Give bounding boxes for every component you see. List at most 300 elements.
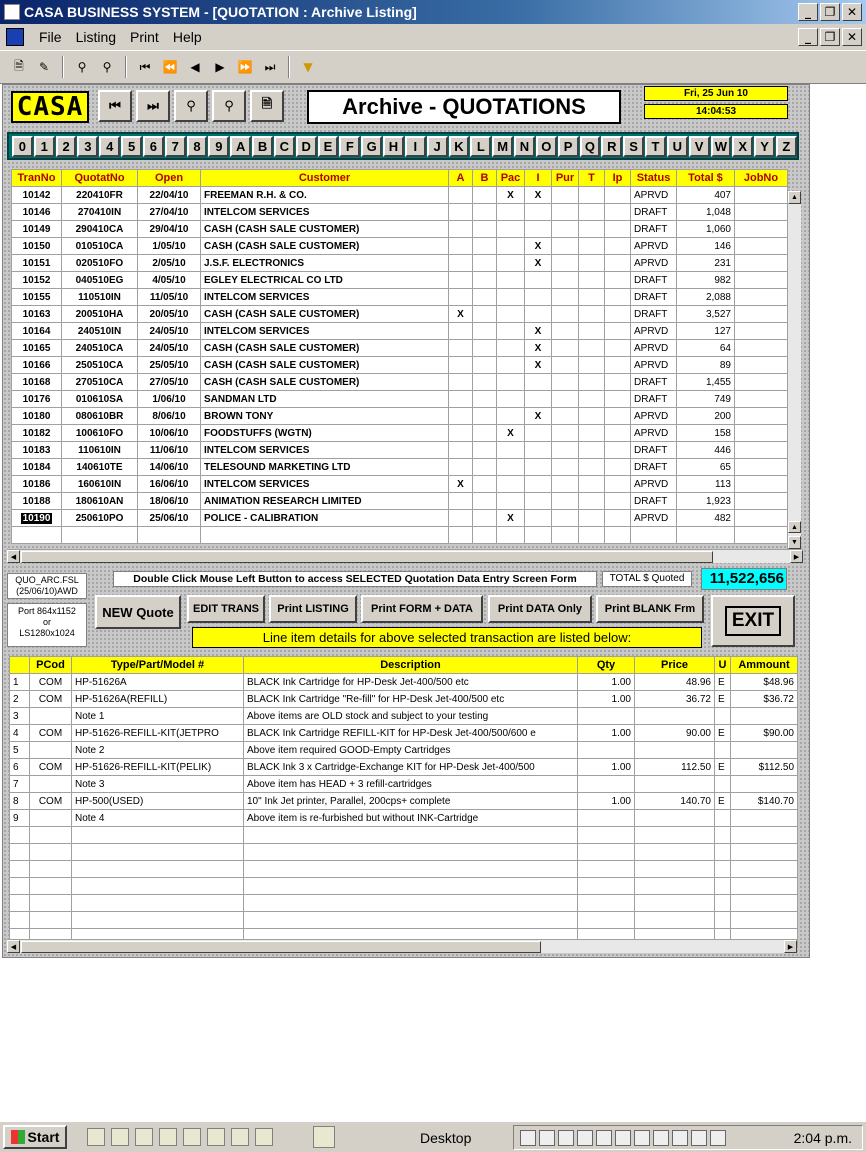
column-header[interactable]: Ammount bbox=[731, 657, 798, 674]
table-row[interactable] bbox=[12, 272, 788, 289]
first-record-button[interactable]: ⏮ bbox=[98, 90, 132, 122]
volume-icon[interactable] bbox=[520, 1130, 536, 1146]
table-cell: 10182 bbox=[12, 425, 62, 442]
table-row[interactable] bbox=[12, 476, 788, 493]
new-quote-button[interactable]: NEW Quote bbox=[95, 595, 181, 629]
printer-icon[interactable] bbox=[577, 1130, 593, 1146]
alpha-button[interactable]: V bbox=[689, 136, 710, 157]
alpha-button[interactable]: E bbox=[318, 136, 339, 157]
edit-form-icon[interactable]: ✎ bbox=[38, 60, 50, 74]
line-item-cell: BLACK Ink Cartridge REFILL-KIT for HP-Desk Jet-400/500/600 e bbox=[244, 725, 578, 742]
date-display: Fri, 25 Jun 10 bbox=[644, 86, 788, 101]
alpha-button[interactable]: 9 bbox=[208, 136, 229, 157]
column-header[interactable]: Pur bbox=[552, 170, 579, 187]
prev-page-icon[interactable]: ⏪ bbox=[162, 60, 178, 74]
total-label: TOTAL $ Quoted bbox=[602, 571, 692, 587]
table-cell: 240510IN bbox=[62, 323, 138, 340]
line-item-row[interactable] bbox=[10, 861, 798, 878]
restore-button[interactable]: ❐ bbox=[820, 3, 840, 21]
desktop-toolbar-label[interactable]: Desktop bbox=[420, 1130, 472, 1146]
quicklaunch-outlook-icon[interactable] bbox=[135, 1128, 153, 1146]
table-cell bbox=[473, 255, 497, 272]
line-item-cell: E bbox=[715, 759, 731, 776]
table-cell: 110510IN bbox=[62, 289, 138, 306]
table-cell bbox=[497, 357, 525, 374]
column-header[interactable]: Open bbox=[138, 170, 201, 187]
table-cell: 250610PO bbox=[62, 510, 138, 527]
table-cell bbox=[605, 493, 631, 510]
table-cell: 446 bbox=[677, 442, 735, 459]
next-page-icon[interactable]: ⏩ bbox=[237, 60, 253, 74]
line-item-cell: Above item is re-furbished but without INK-Cartridge bbox=[244, 810, 578, 827]
table-cell: 1,060 bbox=[677, 221, 735, 238]
alpha-button[interactable]: J bbox=[427, 136, 448, 157]
table-cell bbox=[552, 425, 579, 442]
column-header[interactable]: U bbox=[715, 657, 731, 674]
table-cell: 10146 bbox=[12, 204, 62, 221]
table-row[interactable] bbox=[12, 527, 788, 544]
alpha-button[interactable]: 6 bbox=[143, 136, 164, 157]
table-cell: 231 bbox=[677, 255, 735, 272]
minimize-button[interactable]: _ bbox=[798, 3, 818, 21]
line-item-cell bbox=[731, 708, 798, 725]
table-cell bbox=[735, 408, 788, 425]
table-cell bbox=[497, 391, 525, 408]
table-cell bbox=[525, 272, 552, 289]
menu-listing[interactable]: Listing bbox=[75, 29, 117, 45]
line-item-cell bbox=[30, 742, 72, 759]
alpha-button[interactable]: I bbox=[405, 136, 426, 157]
line-item-cell bbox=[635, 708, 715, 725]
table-cell: INTELCOM SERVICES bbox=[201, 289, 449, 306]
table-cell: 10149 bbox=[12, 221, 62, 238]
last-record-button[interactable]: ⏭ bbox=[136, 90, 170, 122]
table-cell bbox=[552, 238, 579, 255]
alpha-button[interactable]: 8 bbox=[187, 136, 208, 157]
table-cell: 270510CA bbox=[62, 374, 138, 391]
alpha-button[interactable]: 0 bbox=[12, 136, 33, 157]
table-cell bbox=[449, 408, 473, 425]
table-cell bbox=[552, 221, 579, 238]
table-cell bbox=[497, 255, 525, 272]
table-cell bbox=[579, 187, 605, 204]
line-item-row[interactable] bbox=[10, 878, 798, 895]
line-item-cell: Note 2 bbox=[72, 742, 244, 759]
alpha-button[interactable]: W bbox=[711, 136, 732, 157]
line-item-cell bbox=[578, 776, 635, 793]
exit-label: EXIT bbox=[725, 606, 781, 636]
line-item-cell bbox=[715, 742, 731, 759]
print-form-data-button[interactable]: Print FORM + DATA bbox=[361, 595, 483, 623]
table-cell: 11/05/10 bbox=[138, 289, 201, 306]
sync-icon[interactable] bbox=[615, 1130, 631, 1146]
quicklaunch-desktop-icon[interactable] bbox=[87, 1128, 105, 1146]
start-button[interactable]: Start bbox=[3, 1125, 67, 1149]
line-item-row[interactable] bbox=[10, 708, 798, 725]
table-cell: 040510EG bbox=[62, 272, 138, 289]
windows-logo-icon bbox=[11, 1130, 25, 1144]
quotation-hscrollbar[interactable]: ◀ ▶ bbox=[7, 549, 803, 563]
alpha-button[interactable]: 3 bbox=[77, 136, 98, 157]
table-cell bbox=[552, 204, 579, 221]
alpha-button[interactable]: Z bbox=[776, 136, 797, 157]
table-cell: CASH (CASH SALE CUSTOMER) bbox=[201, 357, 449, 374]
column-header[interactable]: Status bbox=[631, 170, 677, 187]
table-cell: 10184 bbox=[12, 459, 62, 476]
table-cell: 1,455 bbox=[677, 374, 735, 391]
column-header[interactable]: Total $ bbox=[677, 170, 735, 187]
alpha-button[interactable]: A bbox=[230, 136, 251, 157]
line-item-cell bbox=[715, 708, 731, 725]
preview-button[interactable]: 🗎 bbox=[250, 90, 284, 122]
table-row[interactable] bbox=[12, 510, 788, 527]
table-cell bbox=[579, 374, 605, 391]
line-item-cell: 1.00 bbox=[578, 725, 635, 742]
alpha-button[interactable]: Q bbox=[580, 136, 601, 157]
menu-file[interactable]: File bbox=[39, 29, 62, 45]
table-cell bbox=[735, 323, 788, 340]
table-cell bbox=[735, 391, 788, 408]
table-cell bbox=[579, 459, 605, 476]
line-item-cell: $140.70 bbox=[731, 793, 798, 810]
quicklaunch-firefox-icon[interactable] bbox=[231, 1128, 249, 1146]
line-item-cell: 112.50 bbox=[635, 759, 715, 776]
alpha-button[interactable]: S bbox=[623, 136, 644, 157]
line-item-row[interactable] bbox=[10, 759, 798, 776]
table-cell: APRVD bbox=[631, 476, 677, 493]
column-header[interactable] bbox=[10, 657, 30, 674]
table-cell bbox=[605, 255, 631, 272]
table-cell: 10183 bbox=[12, 442, 62, 459]
table-row[interactable] bbox=[12, 187, 788, 204]
line-item-row[interactable] bbox=[10, 827, 798, 844]
table-cell bbox=[579, 510, 605, 527]
table-cell: X bbox=[525, 340, 552, 357]
table-row[interactable] bbox=[12, 289, 788, 306]
print-data-only-button[interactable]: Print DATA Only bbox=[488, 595, 592, 623]
column-header[interactable]: Type/Part/Model # bbox=[72, 657, 244, 674]
line-item-cell bbox=[30, 810, 72, 827]
table-row[interactable] bbox=[12, 221, 788, 238]
table-cell bbox=[605, 187, 631, 204]
tray-flag-icon[interactable] bbox=[672, 1130, 688, 1146]
table-cell: X bbox=[525, 187, 552, 204]
table-cell bbox=[735, 340, 788, 357]
doc-close-button[interactable]: ✕ bbox=[842, 28, 862, 46]
table-cell bbox=[605, 289, 631, 306]
line-item-row[interactable] bbox=[10, 776, 798, 793]
alpha-button[interactable]: H bbox=[383, 136, 404, 157]
table-cell bbox=[735, 306, 788, 323]
alpha-button[interactable]: F bbox=[339, 136, 360, 157]
alpha-button[interactable]: 4 bbox=[99, 136, 120, 157]
casa-logo: CASA bbox=[11, 91, 89, 123]
ati-icon[interactable] bbox=[691, 1130, 707, 1146]
alpha-button[interactable]: X bbox=[732, 136, 753, 157]
tray-app-icon[interactable] bbox=[634, 1130, 650, 1146]
alpha-button[interactable]: B bbox=[252, 136, 273, 157]
table-cell: 982 bbox=[677, 272, 735, 289]
mypc-icon[interactable] bbox=[539, 1130, 555, 1146]
network-icon[interactable] bbox=[558, 1130, 574, 1146]
menu-help[interactable]: Help bbox=[172, 29, 202, 45]
window-title: CASA BUSINESS SYSTEM - [QUOTATION : Archive Listing] bbox=[24, 4, 417, 20]
exit-button[interactable] bbox=[711, 595, 795, 647]
line-item-cell: Above item has HEAD + 3 refill-cartridges bbox=[244, 776, 578, 793]
line-item-cell: Note 1 bbox=[72, 708, 244, 725]
table-cell: INTELCOM SERVICES bbox=[201, 204, 449, 221]
table-row[interactable] bbox=[12, 425, 788, 442]
find-icon[interactable]: ⚲ bbox=[77, 60, 87, 74]
table-cell: BROWN TONY bbox=[201, 408, 449, 425]
find-next-icon[interactable]: ⚲ bbox=[102, 60, 112, 74]
table-cell bbox=[579, 442, 605, 459]
column-header[interactable]: Qty bbox=[578, 657, 635, 674]
line-item-cell bbox=[715, 810, 731, 827]
table-cell bbox=[605, 306, 631, 323]
alpha-button[interactable]: N bbox=[514, 136, 535, 157]
table-cell: APRVD bbox=[631, 408, 677, 425]
column-header[interactable]: I bbox=[525, 170, 552, 187]
line-item-cell bbox=[30, 708, 72, 725]
table-row[interactable] bbox=[12, 255, 788, 272]
quicklaunch-misc-icon[interactable] bbox=[255, 1128, 273, 1146]
alpha-button[interactable]: P bbox=[558, 136, 579, 157]
table-cell bbox=[449, 323, 473, 340]
print-listing-button[interactable]: Print LISTING bbox=[269, 595, 357, 623]
line-item-cell bbox=[635, 776, 715, 793]
table-cell: CASH (CASH SALE CUSTOMER) bbox=[201, 340, 449, 357]
line-item-row[interactable] bbox=[10, 674, 798, 691]
table-cell bbox=[552, 340, 579, 357]
alpha-button[interactable]: O bbox=[536, 136, 557, 157]
alpha-button[interactable]: C bbox=[274, 136, 295, 157]
line-item-cell bbox=[578, 742, 635, 759]
search-next-button[interactable]: ⚲ bbox=[212, 90, 246, 122]
line-item-cell: BLACK Ink 3 x Cartridge-Exchange KIT for HP-Desk Jet-400/500 bbox=[244, 759, 578, 776]
table-row[interactable] bbox=[12, 493, 788, 510]
table-cell bbox=[605, 442, 631, 459]
line-item-cell: 1.00 bbox=[578, 759, 635, 776]
column-header[interactable]: TranNo bbox=[12, 170, 62, 187]
table-cell bbox=[579, 493, 605, 510]
table-cell bbox=[605, 238, 631, 255]
line-item-row[interactable] bbox=[10, 691, 798, 708]
search-button[interactable]: ⚲ bbox=[174, 90, 208, 122]
alpha-button[interactable]: 1 bbox=[34, 136, 55, 157]
language-icon[interactable] bbox=[596, 1130, 612, 1146]
table-cell bbox=[525, 204, 552, 221]
table-row[interactable] bbox=[12, 340, 788, 357]
table-cell bbox=[473, 340, 497, 357]
alpha-button[interactable]: T bbox=[645, 136, 666, 157]
app-icon bbox=[4, 4, 20, 20]
table-row[interactable] bbox=[12, 408, 788, 425]
table-cell bbox=[473, 493, 497, 510]
alpha-button[interactable]: G bbox=[361, 136, 382, 157]
table-row[interactable] bbox=[12, 204, 788, 221]
line-item-cell: $48.96 bbox=[731, 674, 798, 691]
table-cell: 65 bbox=[677, 459, 735, 476]
alpha-button[interactable]: 5 bbox=[121, 136, 142, 157]
table-cell bbox=[497, 238, 525, 255]
table-cell bbox=[605, 476, 631, 493]
table-cell: 20/05/10 bbox=[138, 306, 201, 323]
table-row[interactable] bbox=[12, 357, 788, 374]
line-item-row[interactable] bbox=[10, 725, 798, 742]
column-header[interactable]: Ip bbox=[605, 170, 631, 187]
table-cell: CASH (CASH SALE CUSTOMER) bbox=[201, 306, 449, 323]
monitor-icon[interactable] bbox=[710, 1130, 726, 1146]
table-cell bbox=[605, 221, 631, 238]
alpha-button[interactable]: 7 bbox=[165, 136, 186, 157]
table-cell: 1/05/10 bbox=[138, 238, 201, 255]
column-header[interactable]: Pac bbox=[497, 170, 525, 187]
table-cell: DRAFT bbox=[631, 272, 677, 289]
table-cell bbox=[497, 408, 525, 425]
table-cell: 240510CA bbox=[62, 340, 138, 357]
column-header[interactable]: PCod bbox=[30, 657, 72, 674]
table-cell: 24/05/10 bbox=[138, 340, 201, 357]
line-item-row[interactable] bbox=[10, 844, 798, 861]
table-cell bbox=[449, 221, 473, 238]
table-cell: X bbox=[497, 187, 525, 204]
resolution-info: Port 864x1152 or LS1280x1024 bbox=[7, 603, 87, 647]
table-row[interactable] bbox=[12, 374, 788, 391]
table-cell: DRAFT bbox=[631, 391, 677, 408]
close-button[interactable]: ✕ bbox=[842, 3, 862, 21]
column-header[interactable]: QuotatNo bbox=[62, 170, 138, 187]
alpha-button[interactable]: D bbox=[296, 136, 317, 157]
line-item-row[interactable] bbox=[10, 912, 798, 929]
table-row[interactable] bbox=[12, 306, 788, 323]
tray-alert-icon[interactable] bbox=[653, 1130, 669, 1146]
line-item-cell: 1 bbox=[10, 674, 30, 691]
line-item-row[interactable] bbox=[10, 810, 798, 827]
table-cell: APRVD bbox=[631, 357, 677, 374]
alpha-button[interactable]: R bbox=[601, 136, 622, 157]
document-icon[interactable] bbox=[6, 28, 24, 46]
preview-icon[interactable]: 🗎 bbox=[14, 58, 24, 73]
last-record-icon[interactable]: ⏭ bbox=[264, 59, 276, 74]
table-cell bbox=[552, 459, 579, 476]
edit-trans-button[interactable]: EDIT TRANS bbox=[187, 595, 265, 623]
print-blank-button[interactable]: Print BLANK Frm bbox=[596, 595, 704, 623]
table-cell: DRAFT bbox=[631, 442, 677, 459]
table-cell: 27/05/10 bbox=[138, 374, 201, 391]
line-item-row[interactable] bbox=[10, 793, 798, 810]
table-cell: X bbox=[449, 306, 473, 323]
table-cell bbox=[473, 323, 497, 340]
table-cell: POLICE - CALIBRATION bbox=[201, 510, 449, 527]
next-record-icon[interactable]: ▶ bbox=[215, 60, 225, 74]
table-cell: CASH (CASH SALE CUSTOMER) bbox=[201, 374, 449, 391]
table-row[interactable] bbox=[12, 459, 788, 476]
table-cell bbox=[449, 187, 473, 204]
column-header[interactable]: Price bbox=[635, 657, 715, 674]
table-row[interactable] bbox=[12, 323, 788, 340]
table-cell: TELESOUND MARKETING LTD bbox=[201, 459, 449, 476]
alpha-button[interactable]: 2 bbox=[56, 136, 77, 157]
table-row[interactable] bbox=[12, 442, 788, 459]
table-cell bbox=[605, 272, 631, 289]
line-item-cell: Note 3 bbox=[72, 776, 244, 793]
column-header[interactable]: Description bbox=[244, 657, 578, 674]
table-cell: 2/05/10 bbox=[138, 255, 201, 272]
line-items-hscrollbar[interactable]: ◀ ▶ bbox=[7, 939, 797, 953]
table-cell: 407 bbox=[677, 187, 735, 204]
table-cell bbox=[473, 187, 497, 204]
alpha-button[interactable]: K bbox=[449, 136, 470, 157]
table-cell: 220410FR bbox=[62, 187, 138, 204]
table-cell: 158 bbox=[677, 425, 735, 442]
table-cell: 8/06/10 bbox=[138, 408, 201, 425]
table-row[interactable] bbox=[12, 391, 788, 408]
quicklaunch-ie-icon[interactable] bbox=[111, 1128, 129, 1146]
alpha-button[interactable]: M bbox=[492, 136, 513, 157]
menu-print[interactable]: Print bbox=[130, 29, 159, 45]
quicklaunch-app-icon[interactable] bbox=[207, 1128, 225, 1146]
line-item-cell: COM bbox=[30, 793, 72, 810]
table-cell: APRVD bbox=[631, 340, 677, 357]
column-header[interactable]: JobNo bbox=[735, 170, 788, 187]
line-item-cell: Above items are OLD stock and subject to your testing bbox=[244, 708, 578, 725]
alpha-button[interactable]: Y bbox=[754, 136, 775, 157]
line-item-cell: 7 bbox=[10, 776, 30, 793]
column-header[interactable]: Customer bbox=[201, 170, 449, 187]
alpha-filter-bar bbox=[7, 132, 799, 160]
doc-restore-button[interactable]: ❐ bbox=[820, 28, 840, 46]
archive-form bbox=[2, 84, 810, 958]
table-cell: 482 bbox=[677, 510, 735, 527]
table-cell: 10166 bbox=[12, 357, 62, 374]
table-cell bbox=[449, 391, 473, 408]
prev-record-icon[interactable]: ◀ bbox=[190, 60, 200, 74]
alpha-button[interactable]: L bbox=[470, 136, 491, 157]
line-item-row[interactable] bbox=[10, 742, 798, 759]
line-item-cell: E bbox=[715, 793, 731, 810]
line-item-row[interactable] bbox=[10, 895, 798, 912]
table-cell: 18/06/10 bbox=[138, 493, 201, 510]
quicklaunch-media-icon[interactable] bbox=[159, 1128, 177, 1146]
table-cell bbox=[735, 425, 788, 442]
table-cell bbox=[473, 289, 497, 306]
column-header[interactable]: T bbox=[579, 170, 605, 187]
taskbar-casa-app-icon[interactable] bbox=[313, 1126, 335, 1148]
quotation-vscrollbar[interactable]: ▲ ▲ ▼ bbox=[787, 191, 801, 549]
doc-minimize-button[interactable]: _ bbox=[798, 28, 818, 46]
table-cell bbox=[552, 323, 579, 340]
table-cell: DRAFT bbox=[631, 289, 677, 306]
filter-icon[interactable]: ▼ bbox=[303, 60, 313, 74]
column-header[interactable]: B bbox=[473, 170, 497, 187]
table-row[interactable] bbox=[12, 238, 788, 255]
table-cell: 3,527 bbox=[677, 306, 735, 323]
alpha-button[interactable]: U bbox=[667, 136, 688, 157]
table-cell: 2,088 bbox=[677, 289, 735, 306]
table-cell: X bbox=[525, 255, 552, 272]
quicklaunch-tools-icon[interactable] bbox=[183, 1128, 201, 1146]
line-item-cell: 36.72 bbox=[635, 691, 715, 708]
table-cell: 10150 bbox=[12, 238, 62, 255]
line-item-cell: COM bbox=[30, 725, 72, 742]
table-cell: 180610AN bbox=[62, 493, 138, 510]
table-cell bbox=[579, 221, 605, 238]
first-record-icon[interactable]: ⏮ bbox=[139, 59, 151, 74]
column-header[interactable]: A bbox=[449, 170, 473, 187]
table-cell bbox=[735, 204, 788, 221]
table-cell: APRVD bbox=[631, 425, 677, 442]
